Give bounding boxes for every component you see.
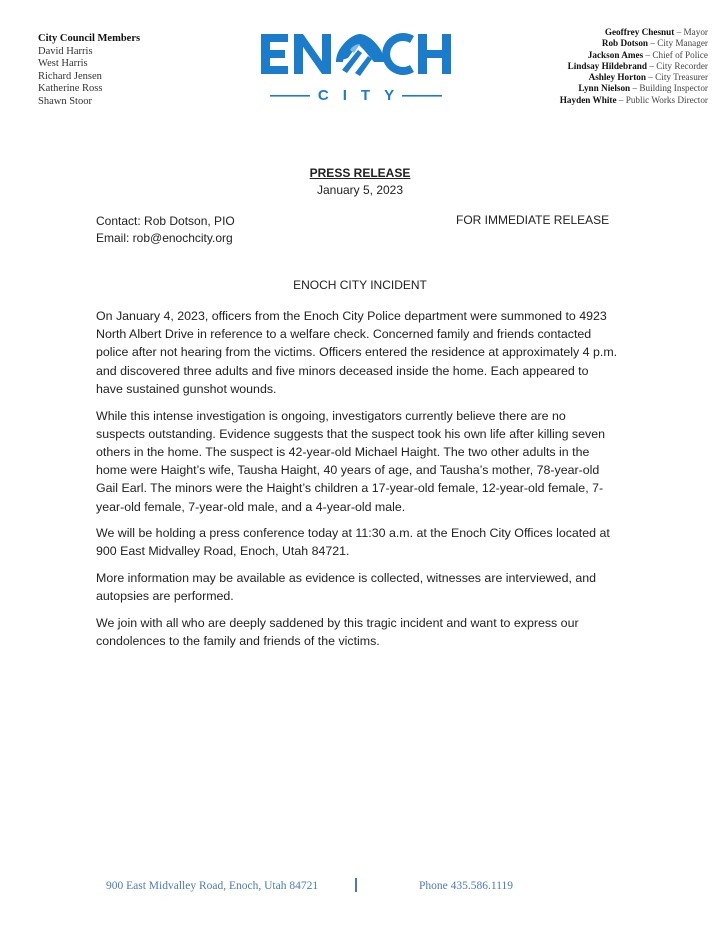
staff-entry	[560, 61, 708, 72]
footer-divider	[355, 878, 357, 892]
staff-role: – Public Works Director	[616, 94, 708, 105]
staff-name: Lynn Nielson	[578, 83, 631, 94]
logo-city-text: CITY	[317, 87, 409, 104]
council-member: West Harris	[38, 58, 88, 70]
staff-role: – Mayor	[674, 27, 708, 37]
staff-entry	[560, 38, 708, 49]
footer-phone: Phone 435.586.1119	[419, 880, 514, 892]
staff-role: – Chief of Police	[643, 49, 708, 60]
immediate-release-label: FOR IMMEDIATE RELEASE	[456, 213, 610, 227]
footer-address: 900 East Midvalley Road, Enoch, Utah 84721	[106, 880, 319, 892]
press-release-title: PRESS RELEASE	[309, 166, 411, 180]
council-members-block	[38, 33, 140, 109]
staff-role: – City Manager	[648, 38, 708, 49]
contact-block	[96, 213, 235, 247]
body-paragraph: More information may be available as evidence is collected, witnesses are interviewed, and autopsies are performed.	[96, 571, 597, 604]
council-member: Katherine Ross	[38, 83, 103, 95]
staff-role: – Building Inspector	[630, 83, 708, 94]
body-paragraph: We join with all who are deeply saddened by this tragic incident and want to express our condolences to the family and friends of the victims.	[96, 616, 579, 649]
body-paragraph: On January 4, 2023, officers from the Enoch City Police department were summoned to 4923 North Albert Drive in reference to a welfare check. Concerned family and friends contacted police after not hearing from the victims. Officers entered the residence at approximately 4 p.m. and discovered three adults and five minors deceased inside the home. Each appeared to have sustained gunshot wounds.	[96, 309, 618, 396]
staff-name: Rob Dotson	[601, 38, 649, 49]
press-release-date: January 5, 2023	[316, 183, 404, 197]
staff-entry	[560, 27, 708, 38]
staff-entry	[560, 72, 708, 83]
staff-entry	[560, 83, 708, 94]
council-title: City Council Members	[38, 33, 141, 44]
council-member: Richard Jensen	[38, 70, 102, 82]
city-staff-block	[560, 27, 708, 106]
staff-entry	[560, 50, 708, 61]
council-member: David Harris	[38, 45, 93, 57]
email-line: Email: rob@enochcity.org	[96, 231, 233, 245]
staff-name: Lindsay Hildebrand	[567, 60, 648, 71]
staff-name: Jackson Ames	[587, 49, 644, 60]
body-paragraph: We will be holding a press conference today at 11:30 a.m. at the Enoch City Offices located at 900 East Midvalley Road, Enoch, Utah 84721.	[96, 526, 610, 559]
staff-role: – City Treasurer	[645, 72, 708, 83]
staff-name: Geoffrey Chesnut	[604, 27, 675, 37]
staff-entry	[560, 95, 708, 106]
council-member: Shawn Stoor	[38, 95, 92, 107]
release-body	[96, 307, 618, 659]
body-paragraph: While this intense investigation is ongoing, investigators currently believe there are no suspects outstanding. Evidence suggests that the suspect took his own life after killing seven others in the home. The suspect is 42-year-old Michael Haight. The two other adults in the home were Haight’s wife, Tausha Haight, 40 years of age, and Tausha’s mother, 78-year-old Gail Earl. The minors were the Haight’s children a 17-year-old female, 12-year-old female, 7-year-old female, 7-year-old male, and a 4-year-old male.	[96, 408, 605, 514]
staff-role: – City Recorder	[647, 60, 708, 71]
enoch-city-logo	[258, 28, 454, 106]
incident-headline: ENOCH CITY INCIDENT	[293, 278, 427, 292]
contact-line: Contact: Rob Dotson, PIO	[96, 214, 235, 228]
staff-name: Hayden White	[559, 94, 617, 105]
staff-name: Ashley Horton	[588, 72, 646, 83]
